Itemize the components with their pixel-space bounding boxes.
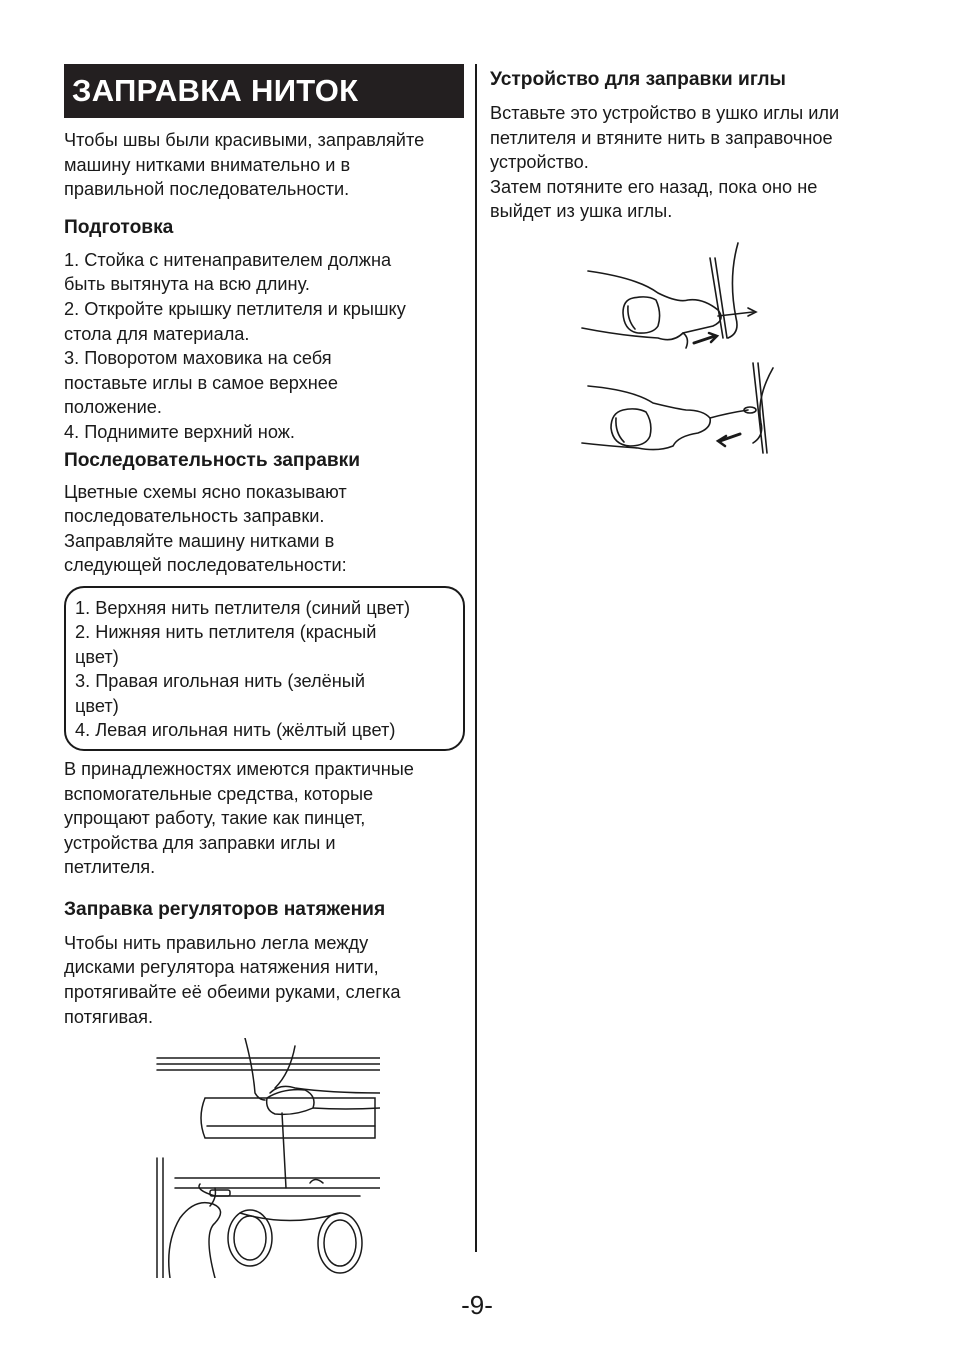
tension-line: протягивайте её обеими руками, слегка — [64, 982, 401, 1003]
tension-line: потягивая. — [64, 1006, 154, 1027]
needle-threader-line: петлителя и втяните нить в заправочное — [490, 127, 833, 148]
accessories-line: упрощают работу, такие как пинцет, — [64, 808, 366, 829]
intro-line: правильной последовательности. — [64, 179, 350, 200]
tension-line: Чтобы нить правильно легла между — [64, 932, 369, 953]
sequence-line: следующей последовательности: — [64, 555, 347, 576]
tension-regulator-illustration — [155, 1038, 380, 1278]
preparation-line: 2. Откройте крышку петлителя и крышку — [64, 298, 406, 319]
sequence-line: Заправляйте машину нитками в — [64, 530, 335, 551]
needle-threader-line: устройство. — [490, 152, 589, 173]
accessories-line: вспомогательные средства, которые — [64, 783, 374, 804]
intro-paragraph — [64, 128, 464, 202]
preparation-list — [64, 248, 464, 445]
needle-threader-line: выйдет из ушка иглы. — [490, 201, 673, 222]
preparation-line: 1. Стойка с нитенаправителем должна — [64, 249, 392, 270]
page-number: -9- — [461, 1290, 493, 1320]
sequence-line: Цветные схемы ясно показывают — [64, 481, 347, 502]
needle-threader-line: Затем потяните его назад, пока оно не — [490, 176, 818, 197]
order-line: 2. Нижняя нить петлителя (красный — [75, 622, 377, 643]
intro-line: Чтобы швы были красивыми, заправляйте — [64, 130, 425, 150]
tension-line: дисками регулятора натяжения нити, — [64, 957, 379, 978]
sequence-paragraph — [64, 480, 464, 578]
accessories-paragraph — [64, 757, 464, 880]
order-line: 3. Правая игольная нить (зелёный — [75, 671, 366, 692]
accessories-line: устройства для заправки иглы и — [64, 832, 336, 853]
tension-paragraph — [64, 931, 464, 1029]
preparation-line: 3. Поворотом маховика на себя — [64, 348, 332, 369]
order-line: цвет) — [75, 646, 119, 667]
preparation-line: поставьте иглы в самое верхнее — [64, 372, 339, 393]
accessories-line: В принадлежностях имеются практичные — [64, 758, 414, 779]
right-column — [490, 64, 910, 224]
preparation-line: стола для материала. — [64, 323, 250, 344]
sequence-heading: Последовательность заправки — [64, 449, 361, 471]
preparation-line: 4. Поднимите верхний нож. — [64, 421, 295, 442]
needle-threader-paragraph — [490, 101, 910, 224]
sequence-line: последовательность заправки. — [64, 506, 325, 527]
tension-heading: Заправка регуляторов натяжения — [64, 898, 386, 920]
order-line: 4. Левая игольная нить (жёлтый цвет) — [75, 720, 396, 741]
preparation-line: положение. — [64, 397, 162, 418]
left-column — [64, 64, 464, 1029]
order-line: 1. Верхняя нить петлителя (синий цвет) — [75, 597, 411, 618]
page-title: ЗАПРАВКА НИТОК — [64, 64, 464, 118]
accessories-line: петлителя. — [64, 857, 156, 878]
preparation-line: быть вытянута на всю длину. — [64, 274, 310, 295]
needle-threader-illustration — [578, 238, 778, 458]
needle-threader-heading: Устройство для заправки иглы — [490, 69, 786, 90]
needle-threader-line: Вставьте это устройство в ушко иглы или — [490, 103, 840, 123]
intro-line: машину нитками внимательно и в — [64, 154, 351, 175]
preparation-heading: Подготовка — [64, 216, 174, 238]
threading-order-box — [64, 586, 465, 751]
order-line: цвет) — [75, 695, 119, 716]
column-divider — [475, 64, 477, 1252]
